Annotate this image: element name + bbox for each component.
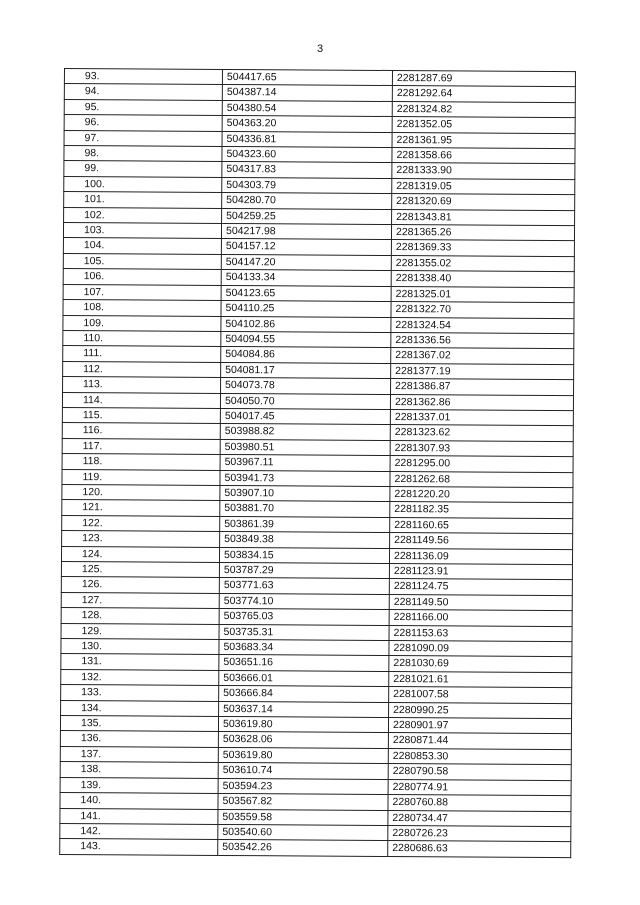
x-coordinate-cell: 504303.79	[222, 177, 392, 193]
y-coordinate-cell: 2281307.93	[390, 440, 573, 457]
x-coordinate-cell: 504363.20	[222, 116, 392, 132]
point-number-cell: 129.	[61, 623, 219, 639]
point-number-cell: 127.	[61, 592, 219, 608]
y-coordinate-cell: 2281362.86	[390, 394, 573, 411]
x-coordinate-cell: 504102.86	[221, 316, 391, 332]
point-number-cell: 141.	[60, 808, 218, 824]
y-coordinate-cell: 2281124.75	[389, 579, 572, 596]
x-coordinate-cell: 503683.34	[219, 639, 389, 655]
point-number-cell: 123.	[62, 531, 220, 547]
point-number-cell: 108.	[63, 300, 221, 316]
x-coordinate-cell: 504417.65	[222, 69, 392, 85]
x-coordinate-cell: 504217.98	[221, 224, 391, 240]
x-coordinate-cell: 503881.70	[220, 501, 390, 517]
x-coordinate-cell: 503907.10	[220, 485, 390, 501]
x-coordinate-cell: 503540.60	[218, 824, 388, 840]
x-coordinate-cell: 504317.83	[222, 162, 392, 178]
y-coordinate-cell: 2281333.90	[392, 163, 575, 180]
point-number-cell: 109.	[63, 315, 221, 331]
x-coordinate-cell: 504323.60	[222, 146, 392, 162]
page-number: 3	[316, 43, 324, 55]
x-coordinate-cell: 504110.25	[221, 301, 391, 317]
point-number-cell: 120.	[62, 484, 220, 500]
x-coordinate-cell: 504380.54	[222, 100, 392, 116]
x-coordinate-cell: 504147.20	[221, 254, 391, 270]
point-number-cell: 128.	[61, 608, 219, 624]
point-number-cell: 119.	[62, 469, 220, 485]
x-coordinate-cell: 503988.82	[220, 424, 390, 440]
y-coordinate-cell: 2281021.61	[389, 671, 572, 688]
x-coordinate-cell: 503849.38	[220, 532, 390, 548]
point-number-cell: 133.	[61, 685, 219, 701]
x-coordinate-cell: 504050.70	[220, 393, 390, 409]
y-coordinate-cell: 2281361.95	[392, 132, 575, 149]
point-number-cell: 134.	[61, 700, 219, 716]
point-number-cell: 142.	[60, 823, 218, 839]
y-coordinate-cell: 2281090.09	[389, 641, 572, 658]
y-coordinate-cell: 2280726.23	[388, 825, 571, 842]
point-number-cell: 132.	[61, 669, 219, 685]
y-coordinate-cell: 2281136.09	[389, 548, 572, 565]
x-coordinate-cell: 504387.14	[222, 85, 392, 101]
x-coordinate-cell: 503980.51	[220, 439, 390, 455]
y-coordinate-cell: 2281323.62	[390, 425, 573, 442]
point-number-cell: 139.	[60, 777, 218, 793]
y-coordinate-cell: 2281352.05	[392, 117, 575, 134]
y-coordinate-cell: 2281319.05	[392, 178, 575, 195]
x-coordinate-cell: 504259.25	[222, 208, 392, 224]
point-number-cell: 97.	[64, 130, 222, 146]
point-number-cell: 117.	[62, 438, 220, 454]
x-coordinate-cell: 503610.74	[218, 763, 388, 779]
x-coordinate-cell: 503941.73	[220, 470, 390, 486]
point-number-cell: 111.	[63, 346, 221, 362]
point-number-cell: 105.	[63, 253, 221, 269]
y-coordinate-cell: 2281262.68	[390, 471, 573, 488]
point-number-cell: 101.	[64, 192, 222, 208]
y-coordinate-cell: 2280871.44	[388, 733, 571, 750]
x-coordinate-cell: 503619.80	[218, 717, 388, 733]
point-number-cell: 99.	[64, 161, 222, 177]
point-number-cell: 104.	[63, 238, 221, 254]
point-number-cell: 98.	[64, 146, 222, 162]
x-coordinate-cell: 504123.65	[221, 285, 391, 301]
x-coordinate-cell: 503861.39	[220, 516, 390, 532]
point-number-cell: 112.	[63, 361, 221, 377]
point-number-cell: 140.	[60, 793, 218, 809]
x-coordinate-cell: 503651.16	[219, 655, 389, 671]
point-number-cell: 122.	[62, 515, 220, 531]
y-coordinate-cell: 2281292.64	[392, 86, 575, 103]
y-coordinate-cell: 2280853.30	[388, 748, 571, 765]
point-number-cell: 124.	[61, 546, 219, 562]
x-coordinate-cell: 503774.10	[219, 593, 389, 609]
x-coordinate-cell: 504280.70	[222, 193, 392, 209]
y-coordinate-cell: 2281324.54	[391, 317, 574, 334]
point-number-cell: 93.	[64, 69, 222, 85]
point-number-cell: 121.	[62, 500, 220, 516]
y-coordinate-cell: 2281367.02	[391, 348, 574, 365]
point-number-cell: 125.	[61, 561, 219, 577]
y-coordinate-cell: 2281324.82	[392, 101, 575, 118]
y-coordinate-cell: 2281386.87	[391, 379, 574, 396]
y-coordinate-cell: 2281337.01	[390, 409, 573, 426]
x-coordinate-cell: 504073.78	[221, 378, 391, 394]
point-number-cell: 116.	[62, 423, 220, 439]
x-coordinate-cell: 503628.06	[218, 732, 388, 748]
y-coordinate-cell: 2280901.97	[388, 718, 571, 735]
point-number-cell: 115.	[62, 407, 220, 423]
y-coordinate-cell: 2280734.47	[388, 810, 571, 827]
point-number-cell: 95.	[64, 99, 222, 115]
y-coordinate-cell: 2281365.26	[391, 225, 574, 242]
y-coordinate-cell: 2281123.91	[389, 563, 572, 580]
point-number-cell: 94.	[64, 84, 222, 100]
x-coordinate-cell: 504017.45	[220, 408, 390, 424]
x-coordinate-cell: 503771.63	[219, 578, 389, 594]
coordinate-table	[59, 68, 576, 858]
coordinate-table-body	[60, 69, 576, 858]
point-number-cell: 126.	[61, 577, 219, 593]
y-coordinate-cell: 2281160.65	[390, 517, 573, 534]
y-coordinate-cell: 2281343.81	[392, 209, 575, 226]
point-number-cell: 113.	[63, 377, 221, 393]
y-coordinate-cell: 2281320.69	[392, 194, 575, 211]
x-coordinate-cell: 503666.84	[219, 686, 389, 702]
y-coordinate-cell: 2281030.69	[389, 656, 572, 673]
point-number-cell: 136.	[60, 731, 218, 747]
y-coordinate-cell: 2281007.58	[389, 687, 572, 704]
x-coordinate-cell: 504084.86	[221, 347, 391, 363]
y-coordinate-cell: 2281287.69	[392, 71, 575, 88]
point-number-cell: 103.	[63, 223, 221, 239]
y-coordinate-cell: 2281325.01	[391, 286, 574, 303]
x-coordinate-cell: 503619.80	[218, 747, 388, 763]
point-number-cell: 102.	[64, 207, 222, 223]
point-number-cell: 137.	[60, 746, 218, 762]
y-coordinate-cell: 2281149.56	[390, 533, 573, 550]
point-number-cell: 96.	[64, 115, 222, 131]
x-coordinate-cell: 503594.23	[218, 778, 388, 794]
table-row	[60, 839, 571, 858]
y-coordinate-cell: 2281338.40	[391, 271, 574, 288]
y-coordinate-cell: 2280760.88	[388, 795, 571, 812]
point-number-cell: 114.	[62, 392, 220, 408]
y-coordinate-cell: 2281295.00	[390, 456, 573, 473]
point-number-cell: 130.	[61, 639, 219, 655]
y-coordinate-cell: 2281377.19	[391, 363, 574, 380]
y-coordinate-cell: 2281322.70	[391, 302, 574, 319]
y-coordinate-cell: 2281182.35	[390, 502, 573, 519]
point-number-cell: 143.	[60, 839, 218, 855]
y-coordinate-cell: 2280990.25	[389, 702, 572, 719]
x-coordinate-cell: 504094.55	[221, 331, 391, 347]
y-coordinate-cell: 2281336.56	[391, 332, 574, 349]
x-coordinate-cell: 503967.11	[220, 455, 390, 471]
point-number-cell: 107.	[63, 284, 221, 300]
x-coordinate-cell: 503765.03	[219, 609, 389, 625]
y-coordinate-cell: 2281358.66	[392, 148, 575, 165]
x-coordinate-cell: 503637.14	[219, 701, 389, 717]
x-coordinate-cell: 503542.26	[218, 840, 388, 856]
point-number-cell: 118.	[62, 454, 220, 470]
point-number-cell: 106.	[63, 269, 221, 285]
y-coordinate-cell: 2281369.33	[391, 240, 574, 257]
y-coordinate-cell: 2281355.02	[391, 255, 574, 272]
x-coordinate-cell: 503834.15	[219, 547, 389, 563]
point-number-cell: 100.	[64, 176, 222, 192]
point-number-cell: 131.	[61, 654, 219, 670]
y-coordinate-cell: 2280790.58	[388, 764, 571, 781]
y-coordinate-cell: 2281220.20	[390, 486, 573, 503]
x-coordinate-cell: 504133.34	[221, 270, 391, 286]
y-coordinate-cell: 2280774.91	[388, 779, 571, 796]
x-coordinate-cell: 503567.82	[218, 794, 388, 810]
point-number-cell: 110.	[63, 330, 221, 346]
x-coordinate-cell: 504081.17	[221, 362, 391, 378]
x-coordinate-cell: 504157.12	[221, 239, 391, 255]
x-coordinate-cell: 504336.81	[222, 131, 392, 147]
y-coordinate-cell: 2280686.63	[388, 841, 571, 858]
x-coordinate-cell: 503559.58	[218, 809, 388, 825]
point-number-cell: 138.	[60, 762, 218, 778]
x-coordinate-cell: 503735.31	[219, 624, 389, 640]
x-coordinate-cell: 503666.01	[219, 670, 389, 686]
y-coordinate-cell: 2281166.00	[389, 610, 572, 627]
y-coordinate-cell: 2281153.63	[389, 625, 572, 642]
x-coordinate-cell: 503787.29	[219, 562, 389, 578]
point-number-cell: 135.	[60, 716, 218, 732]
y-coordinate-cell: 2281149.50	[389, 594, 572, 611]
